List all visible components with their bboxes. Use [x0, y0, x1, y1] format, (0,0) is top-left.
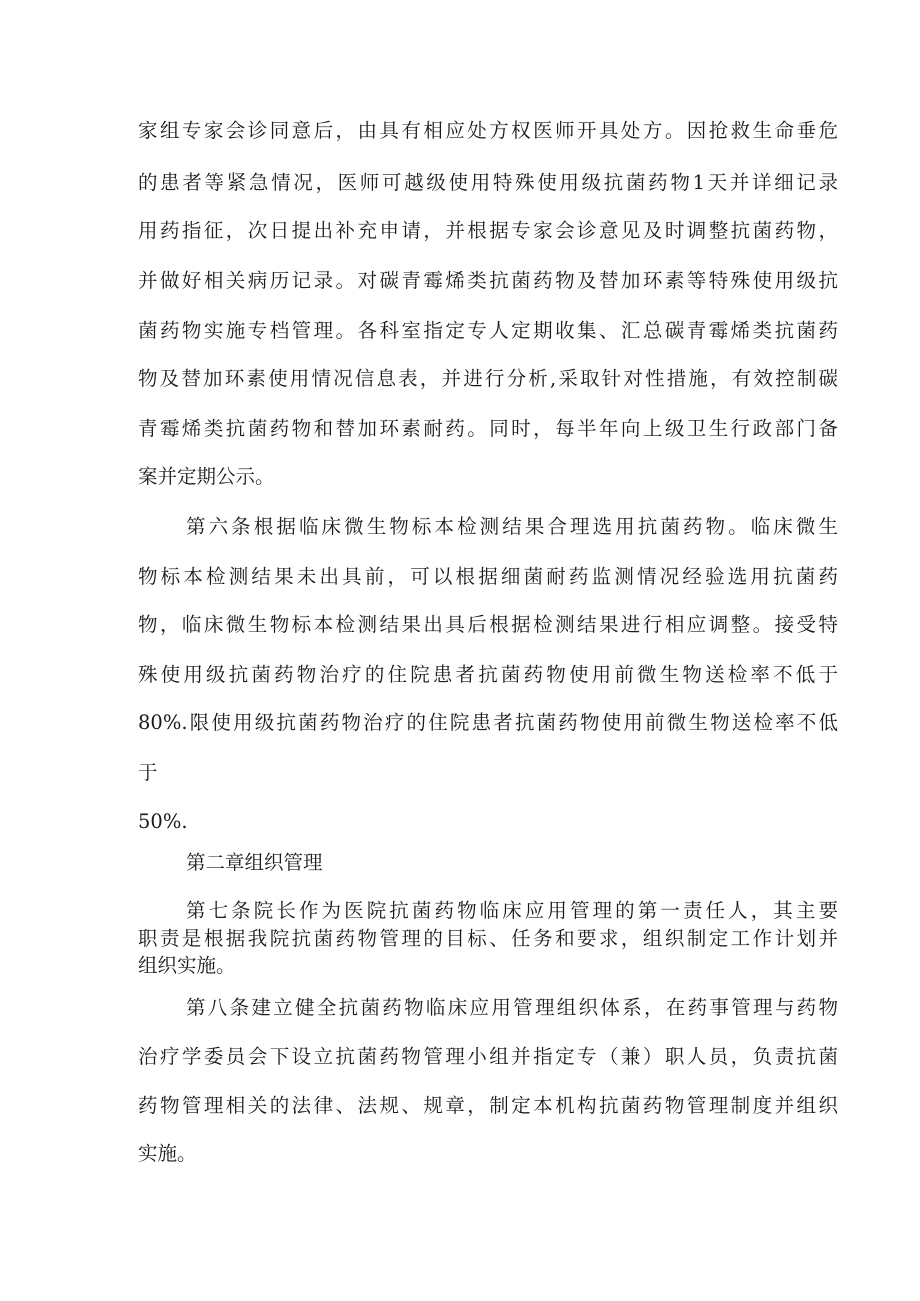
para1-line-7: 青霉烯类抗菌药物和替加环素耐药。同时，每半年向上级卫生行政部门备 [138, 417, 838, 440]
chapter-heading: 第二章组织管理 [186, 851, 323, 874]
para2-line-7: 50%. [138, 810, 188, 833]
para1-line-6: 物及替加环素使用情况信息表，并进行分析,采取针对性措施，有效控制碳 [138, 367, 838, 390]
para1-line-2: 的患者等紧急情况，医师可越级使用特殊使用级抗菌药物1天并详细记录 [138, 171, 838, 194]
para3-line-2: 职责是根据我院抗菌药物管理的目标、任务和要求，组织制定工作计划并 [138, 927, 838, 950]
para2-line-2: 物标本检测结果未出具前，可以根据细菌耐药监测情况经验选用抗菌药 [138, 565, 838, 588]
para4-line-4: 实施。 [138, 1142, 197, 1165]
para4-line-3: 药物管理相关的法律、法规、规章，制定本机构抗菌药物管理制度并组织 [138, 1094, 838, 1117]
para2-line-3: 物，临床微生物标本检测结果出具后根据检测结果进行相应调整。接受特 [138, 613, 838, 636]
para2-line-5: 80%.限使用级抗菌药物治疗的住院患者抗菌药物使用前微生物送检率不低 [138, 711, 838, 734]
para4-line-1: 第八条建立健全抗菌药物临床应用管理组织体系，在药事管理与药物 [186, 996, 838, 1019]
para1-line-5: 菌药物实施专档管理。各科室指定专人定期收集、汇总碳青霉烯类抗菌药 [138, 319, 838, 342]
para1-line-4: 并做好相关病历记录。对碳青霉烯类抗菌药物及替加环素等特殊使用级抗 [138, 269, 838, 292]
para2-line-6: 于 [138, 761, 158, 784]
para3-line-3: 组织实施。 [138, 954, 236, 977]
para2-line-4: 殊使用级抗菌药物治疗的住院患者抗菌药物使用前微生物送检率不低于 [138, 663, 838, 686]
para1-line-3: 用药指征，次日提出补充申请，并根据专家会诊意见及时调整抗菌药物， [138, 219, 838, 242]
para4-line-2: 治疗学委员会下设立抗菌药物管理小组并指定专（兼）职人员，负责抗菌 [138, 1045, 838, 1068]
para3-line-1: 第七条院长作为医院抗菌药物临床应用管理的第一责任人，其主要 [186, 899, 838, 922]
para1-line-1: 家组专家会诊同意后，由具有相应处方权医师开具处方。因抢救生命垂危 [138, 119, 838, 142]
para2-line-1: 第六条根据临床微生物标本检测结果合理选用抗菌药物。临床微生 [186, 515, 838, 538]
para1-line-8: 案并定期公示。 [138, 465, 275, 488]
